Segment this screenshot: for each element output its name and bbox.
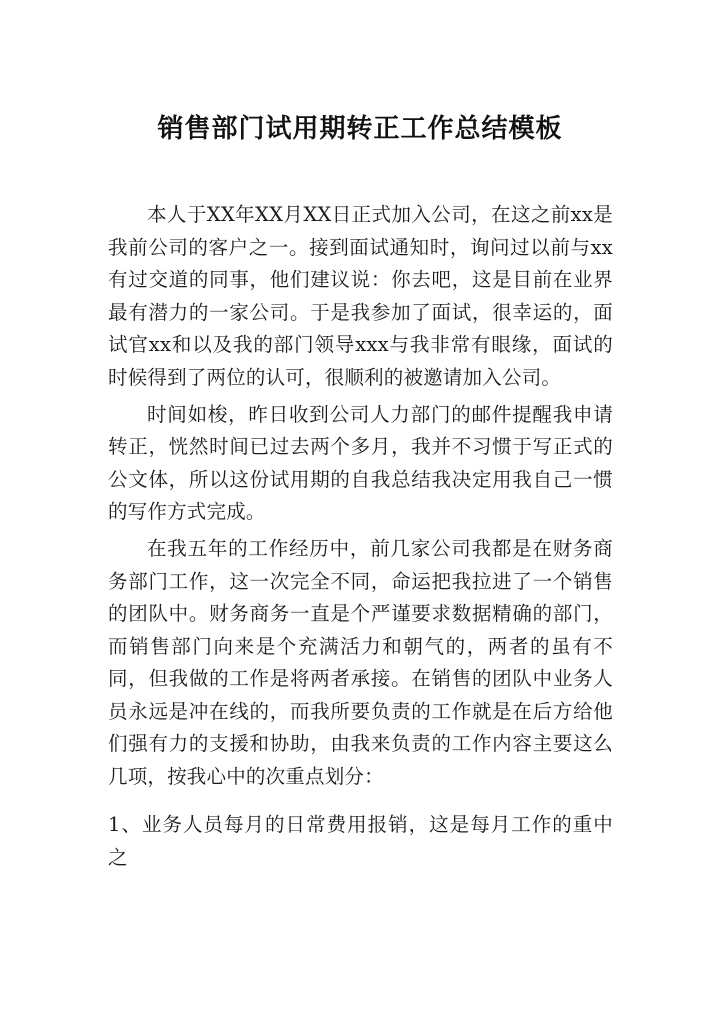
list-item-1: 1、业务人员每月的日常费用报销，这是每月工作的重中之 [108, 813, 613, 869]
paragraph-1: 本人于XX年XX月XX日正式加入公司，在这之前xx是我前公司的客户之一。接到面试通知时，询问过以前与xx有过交道的同事，他们建议说：你去吧，这是目前在业界最有潜力的一家公司。于是我参加了面试，很幸运的，面试官xx和以及我的部门领导xxx与我非常有眼缘，面试的时候得到了两位的认可，很顺利的被邀请加入公司。 [108, 203, 613, 389]
paragraph-2: 时间如梭，昨日收到公司人力部门的邮件提醒我申请转正，恍然时间已过去两个多月，我并不习惯于写正式的公文体，所以这份试用期的自我总结我决定用我自己一惯的写作方式完成。 [108, 402, 613, 523]
document-title: 销售部门试用期转正工作总结模板 [157, 114, 563, 144]
document-body [108, 199, 613, 879]
paragraph-3: 在我五年的工作经历中，前几家公司我都是在财务商务部门工作，这一次完全不同，命运把我拉进了一个销售的团队中。财务商务一直是个严谨要求数据精确的部门，而销售部门向来是个充满活力和朝气的，两者的虽有不同，但我做的工作是将两者承接。在销售的团队中业务人员永远是冲在线的，而我所要负责的工作就是在后方给他们强有力的支援和协助，由我来负责的工作内容主要这么几项，按我心中的次重点划分： [108, 537, 613, 788]
